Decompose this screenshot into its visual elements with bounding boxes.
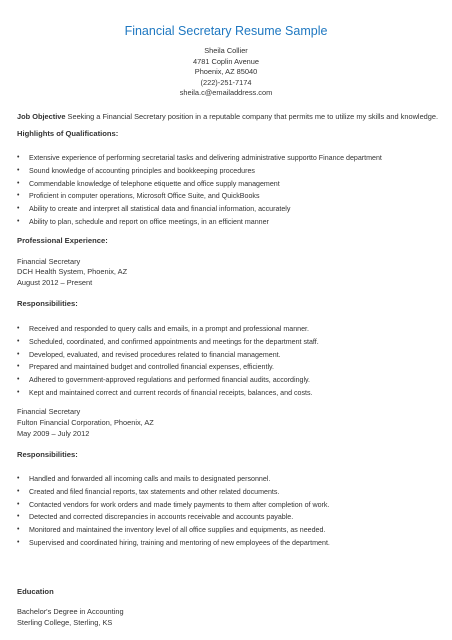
education-heading: Education [17,587,54,596]
contact-city: Phoenix, AZ 85040 [194,67,258,76]
bullet-icon: • [17,487,20,495]
list-item-text: Monitored and maintained the inventory level of all office supplies and equipments, as needed. [29,526,326,535]
bullet-icon: • [17,192,20,200]
list-item [17,361,319,374]
job-2-responsibilities-list [17,473,330,550]
list-item [17,349,319,362]
job-1-responsibilities-heading: Responsibilities: [17,299,78,308]
contact-phone: (222)-251-7174 [200,77,252,87]
contact-street: 4781 Coplin Avenue [192,56,260,66]
bullet-icon: • [17,154,20,161]
list-item-text: Commendable knowledge of telephone etiquette and office supply management [29,179,280,188]
list-item-text: Extensive experience of performing secretarial tasks and delivering administrative supportto Finance department [29,154,382,162]
job-objective-text: Seeking a Financial Secretary position in a reputable company that permits me to utilize my skills and knowledge. [67,112,439,121]
list-item-text: Handled and forwarded all incoming calls and mails to designated personnel. [29,475,271,483]
list-item [17,387,319,400]
list-item [17,537,330,550]
list-item [17,216,382,229]
bullet-icon: • [17,388,20,396]
bullet-icon: • [17,166,20,174]
job-2-responsibilities-heading: Responsibilities: [17,450,78,459]
list-item [17,499,330,512]
contact-block [0,46,452,99]
education-school: Sterling College, Sterling, KS [17,618,113,627]
highlights-list [17,152,382,229]
bullet-icon: • [17,337,20,345]
list-item [17,323,319,336]
list-item-text: Scheduled, coordinated, and confirmed appointments and meetings for the department staff. [29,337,319,346]
list-item-text: Prepared and maintained budget and controlled financial expenses, efficiently. [29,363,275,372]
bullet-icon: • [17,363,20,371]
job-1-company: DCH Health System, Phoenix, AZ [17,267,128,276]
bullet-icon: • [17,325,20,332]
resume-title: Financial Secretary Resume Sample [124,24,328,38]
job-1-title: Financial Secretary [17,257,81,266]
highlights-heading: Highlights of Qualifications: [17,129,119,138]
bullet-icon: • [17,376,20,384]
list-item [17,473,330,486]
job-objective-label: Job Objective [17,112,66,121]
job-objective [17,112,438,123]
bullet-icon: • [17,217,20,225]
list-item-text: Detected and corrected discrepancies in accounts receivable and accounts payable. [29,513,294,522]
bullet-icon: • [17,205,20,213]
list-item [17,203,382,216]
list-item-text: Ability to create and interpret all statistical data and financial information, accurately [29,205,291,214]
list-item [17,374,319,387]
bullet-icon: • [17,350,20,358]
bullet-icon: • [17,526,20,534]
list-item-text: Ability to plan, schedule and report on office meetings, in an efficient manner [29,217,269,226]
job-2-title: Financial Secretary [17,407,81,416]
bullet-icon: • [17,538,20,546]
job-1-dates: August 2012 – Present [17,278,93,287]
contact-email: sheila.c@emailaddress.com [179,88,273,97]
bullet-icon: • [17,475,20,482]
list-item-text: Received and responded to query calls and emails, in a prompt and professional manner. [29,325,309,333]
bullet-icon: • [17,513,20,521]
list-item [17,524,330,537]
list-item-text: Adhered to government-approved regulations and performed financial audits, accordingly. [29,376,311,385]
list-item [17,152,382,165]
list-item [17,165,382,178]
list-item [17,336,319,349]
bullet-icon: • [17,500,20,508]
list-item-text: Developed, evaluated, and revised procedures related to financial management. [29,350,281,359]
experience-heading: Professional Experience: [17,236,108,245]
job-1-responsibilities-list [17,323,319,400]
list-item-text: Proficient in computer operations, Microsoft Office Suite, and QuickBooks [29,192,260,201]
list-item [17,511,330,524]
education-degree: Bachelor's Degree in Accounting [17,607,124,616]
list-item [17,486,330,499]
list-item [17,178,382,191]
contact-name: Sheila Collier [204,46,248,55]
list-item-text: Sound knowledge of accounting principles and bookkeeping procedures [29,166,255,175]
bullet-icon: • [17,179,20,187]
job-2-company: Fulton Financial Corporation, Phoenix, AZ [17,418,154,427]
job-2-dates: May 2009 – July 2012 [17,429,90,438]
list-item-text: Contacted vendors for work orders and made timely payments to them after completion of work. [29,500,330,509]
list-item-text: Supervised and coordinated hiring, training and mentoring of new employees of the department. [29,538,330,547]
list-item-text: Kept and maintained correct and current records of financial receipts, balances, and costs. [29,388,313,397]
list-item [17,190,382,203]
list-item-text: Created and filed financial reports, tax statements and other related documents. [29,487,280,496]
